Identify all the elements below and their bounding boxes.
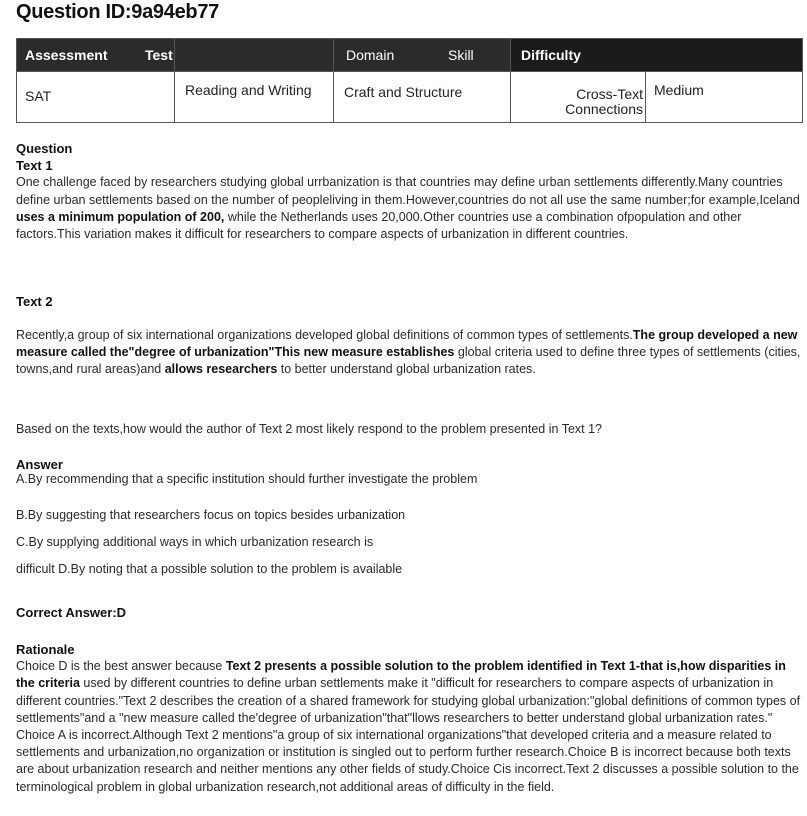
- rationale-section: [16, 641, 802, 796]
- text2-label: Text 2: [16, 294, 53, 309]
- header-assessment: Assessment: [25, 47, 108, 63]
- header-assessment-test: [17, 39, 175, 72]
- rationale-bold1: Text 2 presents a possible solution to the problem identified in Text 1-that is,how disparities in the criteria: [16, 659, 786, 691]
- choice-c: C.By supplying additional ways in which urbanization research is: [16, 535, 374, 549]
- cell-test: [175, 72, 334, 123]
- skill-line-1: Cross-Text: [576, 86, 643, 102]
- cell-domain: [334, 72, 511, 123]
- rationale-label: Rationale: [16, 642, 75, 657]
- rationale-part2: used by different countries to define urban settlements make it "difficult for researchers to compare aspects of urbanization in different countries."Text 2 describes the creation of a shared framework for studying global urbanization:"global definitions of common types of settlements"and a "new measure called the'degree of urbanization"that"llows researchers to better understand global urbanization rates." Choice A is incorrect.Although Text 2 mentions"a group of six international organizations"that developed criteria and a measure related to settlements and urbanization,no organization or institution is singled out to perform further research.Choice B is incorrect because both texts are about urbanization research and neither mentions any other fields of study.Choice Cis incorrect.Text 2 discusses a possible solution to the terminological problem in global urbanization research,not additional areas of difficulty in the field.: [16, 676, 801, 794]
- text2-part3: to better understand global urbanization rates.: [277, 362, 536, 377]
- table-row: [17, 72, 803, 123]
- text2-section: [16, 293, 802, 310]
- skill-line-2: Connections: [565, 101, 643, 117]
- text2-part2: global criteria used to define three types of settlements (cities, towns,and rural areas)and: [16, 345, 801, 377]
- header-domain: Domain: [346, 47, 395, 63]
- cell-assessment: [17, 72, 175, 123]
- text2-bold2: allows researchers: [164, 362, 278, 377]
- choice-d: difficult D.By noting that a possible solution to the problem is available: [16, 562, 403, 576]
- metadata-table: [16, 38, 803, 123]
- question-section: [16, 140, 802, 243]
- choice-a: A.By recommending that a specific institution should further investigate the problem: [16, 472, 478, 486]
- text1-label: Text 1: [16, 158, 53, 174]
- domain-value: Craft and Structure: [344, 84, 463, 100]
- header-domain-skill: [334, 39, 511, 72]
- correct-answer-text: Correct Answer:D: [16, 605, 127, 620]
- cell-difficulty: [646, 72, 803, 123]
- correct-answer: [16, 604, 802, 621]
- header-skill: Skill: [448, 47, 474, 63]
- answer-label-text: Answer: [16, 457, 63, 472]
- header-empty: [175, 39, 334, 72]
- text2-part1: Recently,a group of six international organizations developed global definitions of common types of settlements.: [16, 328, 633, 342]
- header-test: Test: [145, 47, 173, 63]
- text2-bold1: The group developed a new measure called the"degree of urbanization"This new measure establishes: [16, 328, 798, 360]
- header-difficulty: Difficulty: [521, 47, 581, 63]
- rationale-text: [16, 658, 802, 796]
- cell-skill: [511, 72, 646, 123]
- text1-bold1: uses a minimum population of 200,: [16, 209, 225, 224]
- difficulty-value: Medium: [654, 82, 704, 98]
- assessment-value: SAT: [25, 88, 52, 104]
- question-prompt: Based on the texts,how would the author of Text 2 most likely respond to the problem presented in Text 1?: [16, 422, 602, 436]
- skill-value: [565, 87, 643, 117]
- question-label: Question: [16, 141, 73, 156]
- choice-b: B.By suggesting that researchers focus on topics besides urbanization: [16, 508, 406, 522]
- text2-passage: [16, 327, 802, 379]
- text1-passage: [16, 174, 802, 243]
- table-header-row: [17, 39, 803, 72]
- text1-part2: while the Netherlands uses 20,000.Other countries use a combination ofpopulation and other factors.This variation makes it difficult for researchers to compare aspects of urbanization in different countries.: [16, 209, 742, 242]
- header-difficulty-cell: [511, 39, 803, 72]
- rationale-part1: Choice D is the best answer because: [16, 659, 226, 674]
- test-value: Reading and Writing: [185, 82, 312, 98]
- question-id-title: Question ID:9a94eb77: [16, 1, 219, 23]
- text1-part1: One challenge faced by researchers studying global urrbanization is that countries may define urban settlements differently.Many countries define urban settlements based on the number of peopleliving in them.However,countries do not all use the same number;for example,Iceland: [16, 175, 800, 207]
